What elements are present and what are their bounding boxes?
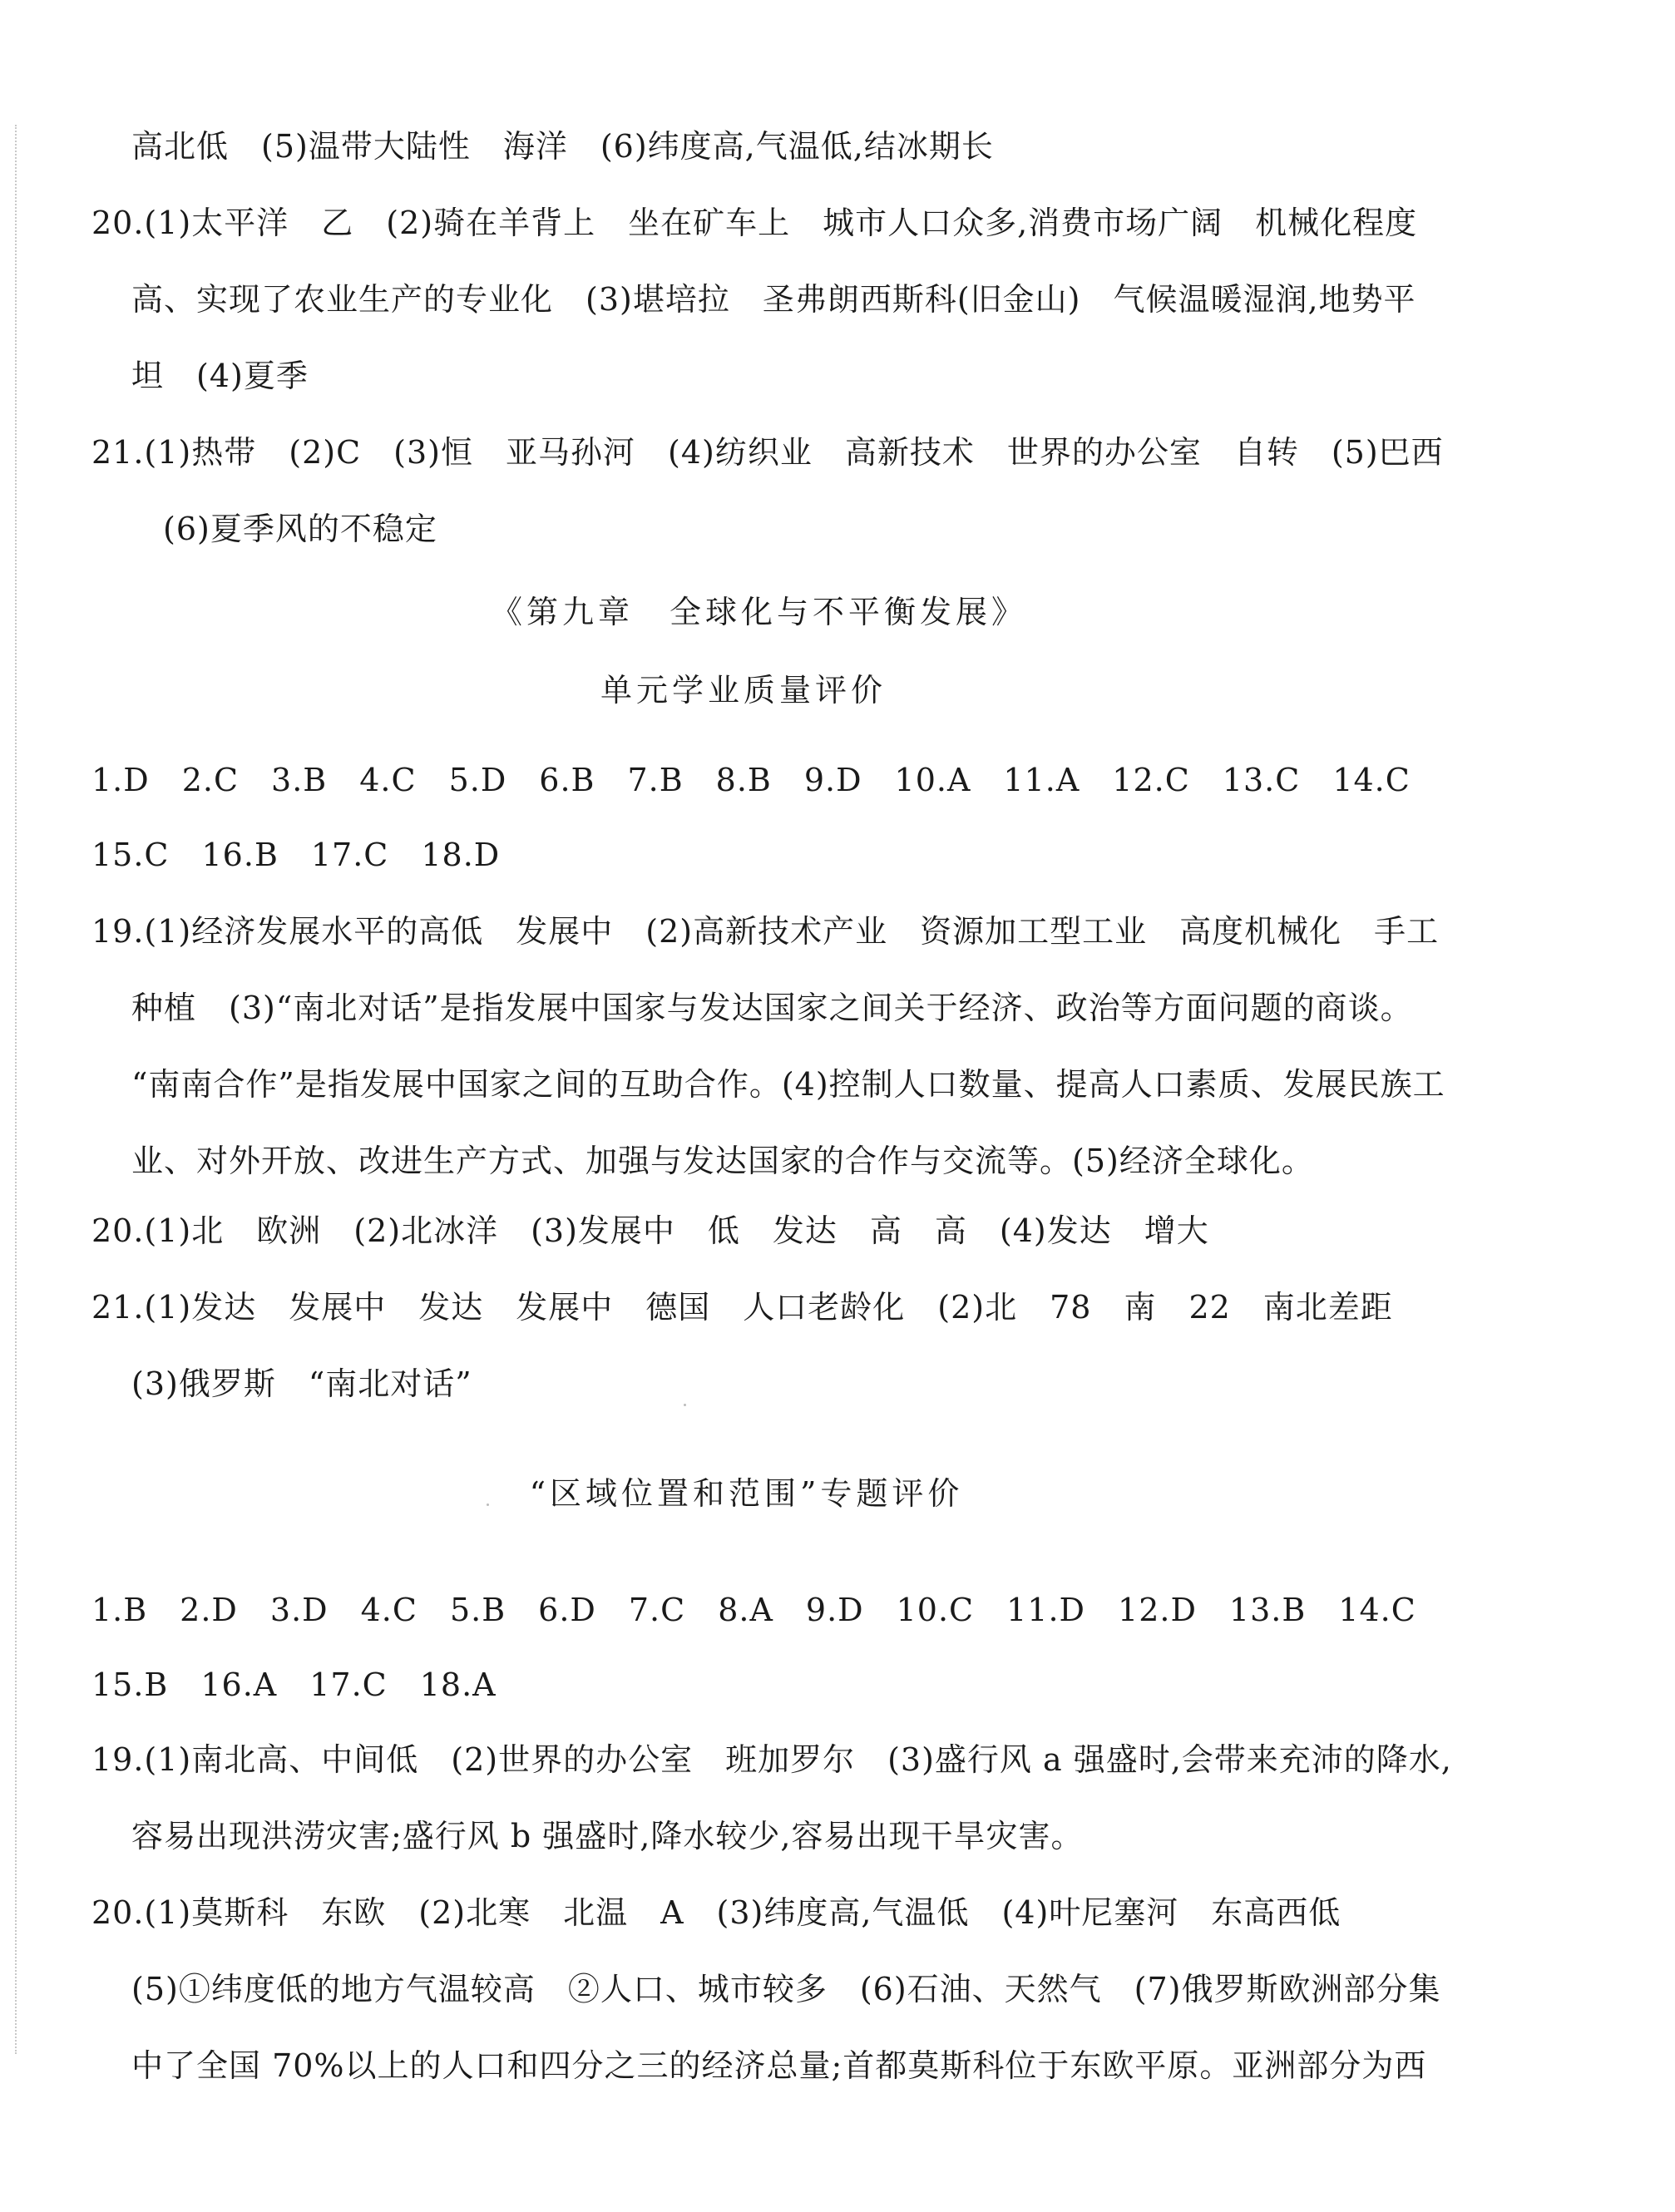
answer-21-continuation: (3)俄罗斯 “南北对话” (131, 1365, 472, 1402)
answer-20: 20.(1)北 欧洲 (2)北冰洋 (3)发展中 低 发达 高 高 (4)发达 增大 (91, 1212, 1209, 1249)
answer-20-continuation: 坦 (4)夏季 (131, 358, 309, 394)
answer-20-continuation: 高、实现了农业生产的专业化 (3)堪培拉 圣弗朗西斯科(旧金山) 气候温暖湿润,地势平 (131, 281, 1416, 318)
mc-answers-15-18: 15.B 16.A 17.C 18.A (91, 1666, 497, 1703)
answer-19-continuation: “南南合作”是指发展中国家之间的互助合作。(4)控制人口数量、提高人口素质、发展民族工 (131, 1066, 1445, 1103)
answer-20-continuation: (5)①纬度低的地方气温较高 ②人口、城市较多 (6)石油、天然气 (7)俄罗斯欧洲部分集 (131, 1971, 1441, 2007)
answer-21-continuation: (6)夏季风的不稳定 (163, 511, 437, 547)
answer-line-continuation: 高北低 (5)温带大陆性 海洋 (6)纬度高,气温低,结冰期长 (131, 128, 994, 165)
section-title: 单元学业质量评价 (600, 672, 887, 709)
answer-19: 19.(1)南北高、中间低 (2)世界的办公室 班加罗尔 (3)盛行风 a 强盛时,会带来充沛的降水, (91, 1741, 1452, 1778)
chapter-title: 《第九章 全球化与不平衡发展》 (490, 594, 1027, 630)
mc-answers-1-14: 1.D 2.C 3.B 4.C 5.D 6.B 7.B 8.B 9.D 10.A 11.A 12.C 13.C 14.C (91, 762, 1411, 798)
scan-speck (684, 1404, 686, 1406)
topic-title: “区域位置和范围”专题评价 (529, 1475, 964, 1512)
answer-20: 20.(1)莫斯科 东欧 (2)北寒 北温 A (3)纬度高,气温低 (4)叶尼塞河 东高西低 (91, 1894, 1341, 1931)
answer-19: 19.(1)经济发展水平的高低 发展中 (2)高新技术产业 资源加工型工业 高度机械化 手工 (91, 913, 1440, 950)
answer-21: 21.(1)热带 (2)C (3)恒 亚马孙河 (4)纺织业 高新技术 世界的办公室 自转 (5)巴西 (91, 434, 1444, 471)
mc-answers-1-14: 1.B 2.D 3.D 4.C 5.B 6.D 7.C 8.A 9.D 10.C 11.D 12.D 13.B 14.C (91, 1592, 1416, 1628)
margin-dotted-rule (15, 125, 17, 2054)
answer-19-continuation: 容易出现洪涝灾害;盛行风 b 强盛时,降水较少,容易出现干旱灾害。 (131, 1818, 1084, 1854)
mc-answers-15-18: 15.C 16.B 17.C 18.D (91, 837, 501, 873)
answer-19-continuation: 种植 (3)“南北对话”是指发展中国家与发达国家之间关于经济、政治等方面问题的商谈。 (131, 990, 1413, 1026)
answer-20: 20.(1)太平洋 乙 (2)骑在羊背上 坐在矿车上 城市人口众多,消费市场广阔 机械化程度 (91, 205, 1418, 241)
answer-20-continuation: 中了全国 70%以上的人口和四分之三的经济总量;首都莫斯科位于东欧平原。亚洲部分为西 (131, 2047, 1427, 2084)
answer-21: 21.(1)发达 发展中 发达 发展中 德国 人口老龄化 (2)北 78 南 22 南北差距 (91, 1289, 1393, 1326)
answer-19-continuation: 业、对外开放、改进生产方式、加强与发达国家的合作与交流等。(5)经济全球化。 (131, 1143, 1314, 1179)
